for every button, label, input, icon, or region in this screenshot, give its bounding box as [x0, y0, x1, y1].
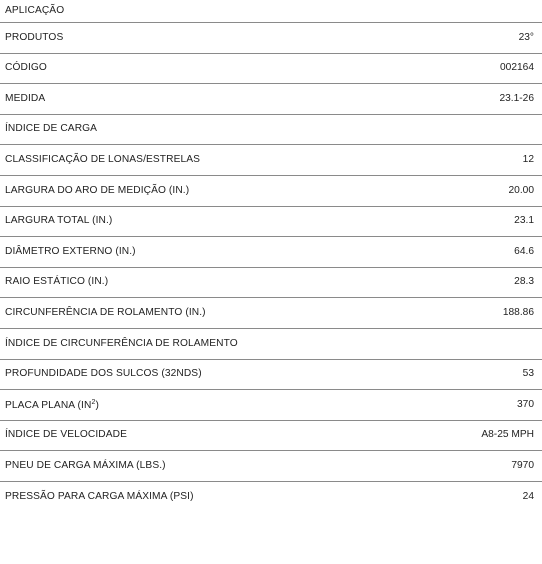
- spec-label: PROFUNDIDADE DOS SULCOS (32NDS): [5, 368, 202, 380]
- spec-label: [5, 399, 99, 411]
- spec-label: ÍNDICE DE CIRCUNFERÊNCIA DE ROLAMENTO: [5, 337, 238, 349]
- spec-label-superscript: 2: [91, 398, 96, 406]
- spec-value: 188.86: [502, 307, 534, 319]
- spec-row-aplicacao: [0, 0, 542, 23]
- spec-label: MEDIDA: [5, 92, 46, 104]
- spec-row-indice-de-velocidade: [0, 421, 542, 452]
- spec-value: 23°: [518, 31, 534, 43]
- spec-row-indice-de-carga: [0, 115, 542, 146]
- spec-value: 24: [522, 491, 534, 503]
- spec-row-diametro-externo: [0, 237, 542, 268]
- spec-value: 23.1-26: [499, 92, 534, 104]
- spec-row-pneu-de-carga-maxima: [0, 451, 542, 482]
- spec-row-largura-total: [0, 207, 542, 238]
- spec-label: CÓDIGO: [5, 62, 47, 74]
- spec-label: LARGURA DO ARO DE MEDIÇÃO (IN.): [5, 184, 190, 196]
- spec-value: 20.00: [508, 184, 534, 196]
- spec-row-placa-plana: [0, 390, 542, 421]
- spec-value: 7970: [511, 460, 534, 471]
- spec-row-medida: [0, 84, 542, 115]
- spec-row-circunferencia-de-rolamento: [0, 298, 542, 329]
- spec-label: ÍNDICE DE VELOCIDADE: [5, 429, 128, 441]
- spec-value: 370: [517, 398, 534, 410]
- spec-row-indice-de-circunferencia: [0, 329, 542, 360]
- spec-row-profundidade-dos-sulcos: [0, 360, 542, 391]
- spec-label: PRESSÃO PARA CARGA MÁXIMA (PSI): [5, 491, 194, 503]
- spec-label: PRODUTOS: [5, 31, 64, 43]
- spec-value: 64.6: [514, 245, 534, 257]
- spec-label: PNEU DE CARGA MÁXIMA (LBS.): [5, 460, 166, 471]
- spec-value: 28.3: [514, 276, 534, 288]
- spec-row-raio-estatico: [0, 268, 542, 299]
- spec-row-pressao-para-carga-maxima: [0, 482, 542, 513]
- spec-label: CIRCUNFERÊNCIA DE ROLAMENTO (IN.): [5, 307, 206, 319]
- spec-label: LARGURA TOTAL (IN.): [5, 215, 113, 227]
- spec-label: DIÂMETRO EXTERNO (IN.): [5, 245, 136, 257]
- spec-value: 002164: [500, 62, 534, 74]
- spec-row-largura-do-aro: [0, 176, 542, 207]
- spec-label-prefix: PLACA PLANA (IN: [5, 399, 92, 411]
- spec-row-codigo: [0, 54, 542, 85]
- spec-row-produtos: [0, 23, 542, 54]
- spec-value: 23.1: [514, 215, 534, 227]
- spec-label: ÍNDICE DE CARGA: [5, 123, 98, 135]
- spec-row-classificacao-de-lonas: [0, 145, 542, 176]
- spec-label-suffix: ): [95, 399, 99, 411]
- spec-label: APLICAÇÃO: [5, 4, 65, 16]
- spec-value: 12: [522, 154, 534, 166]
- spec-label: RAIO ESTÁTICO (IN.): [5, 276, 109, 288]
- spec-value: A8-25 MPH: [481, 429, 534, 441]
- spec-label: CLASSIFICAÇÃO DE LONAS/ESTRELAS: [5, 154, 201, 166]
- spec-value: 53: [522, 368, 534, 380]
